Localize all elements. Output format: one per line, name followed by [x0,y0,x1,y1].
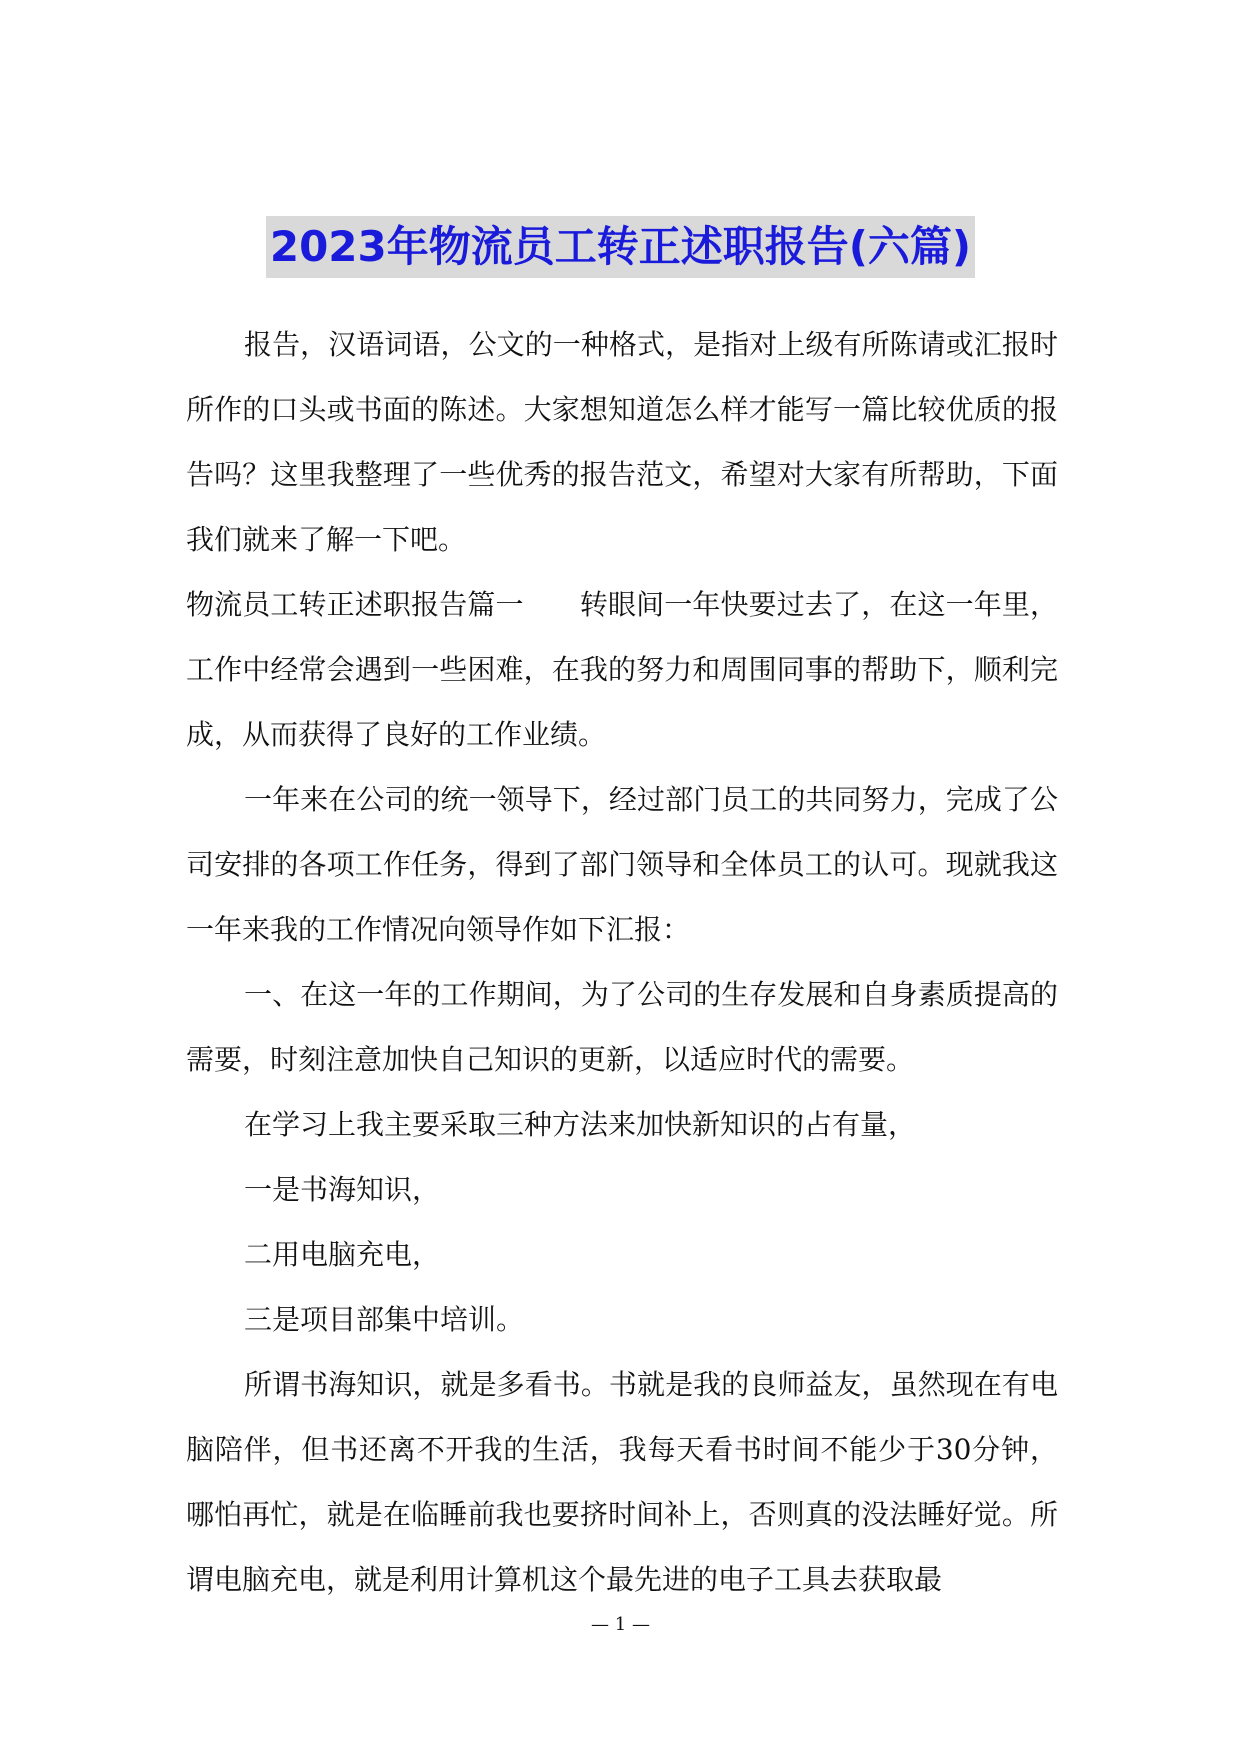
document-body [186,312,1058,1612]
page-footer [0,1613,1241,1637]
list-item-method-three: 三是项目部集中培训。 [244,1303,525,1336]
paragraph-section-one-heading: 物流员工转正述职报告篇一 转眼间一年快要过去了，在这一年里，工作中经常会遇到一些困难，在我的努力和周围同事的帮助下，顺利完成，从而获得了良好的工作业绩。 [186,588,1058,751]
title-container [0,216,1241,278]
paragraph-summary: 一年来在公司的统一领导下，经过部门员工的共同努力，完成了公司安排的各项工作任务，得到了部门领导和全体员工的认可。现就我这一年来我的工作情况向领导作如下汇报： [186,783,1058,946]
paragraph-point-one: 一、在这一年的工作期间，为了公司的生存发展和自身素质提高的需要，时刻注意加快自己知识的更新，以适应时代的需要。 [186,978,1058,1076]
document-title: 2023年物流员工转正述职报告(六篇) [266,216,975,278]
paragraph-learning-methods: 在学习上我主要采取三种方法来加快新知识的占有量， [244,1108,917,1141]
page-number: — 1 — [591,1614,650,1635]
paragraph-intro: 报告，汉语词语，公文的一种格式，是指对上级有所陈请或汇报时所作的口头或书面的陈述。大家想知道怎么样才能写一篇比较优质的报告吗？这里我整理了一些优秀的报告范文，希望对大家有所帮助，下面我们就来了解一下吧。 [186,328,1058,556]
list-item-method-two: 二用电脑充电， [244,1238,441,1271]
paragraph-book-knowledge: 所谓书海知识，就是多看书。书就是我的良师益友，虽然现在有电脑陪伴，但书还离不开我的生活，我每天看书时间不能少于30分钟，哪怕再忙，就是在临睡前我也要挤时间补上，否则真的没法睡好觉。所谓电脑充电，就是利用计算机这个最先进的电子工具去获取最 [186,1368,1058,1596]
list-item-method-one: 一是书海知识， [244,1173,441,1206]
